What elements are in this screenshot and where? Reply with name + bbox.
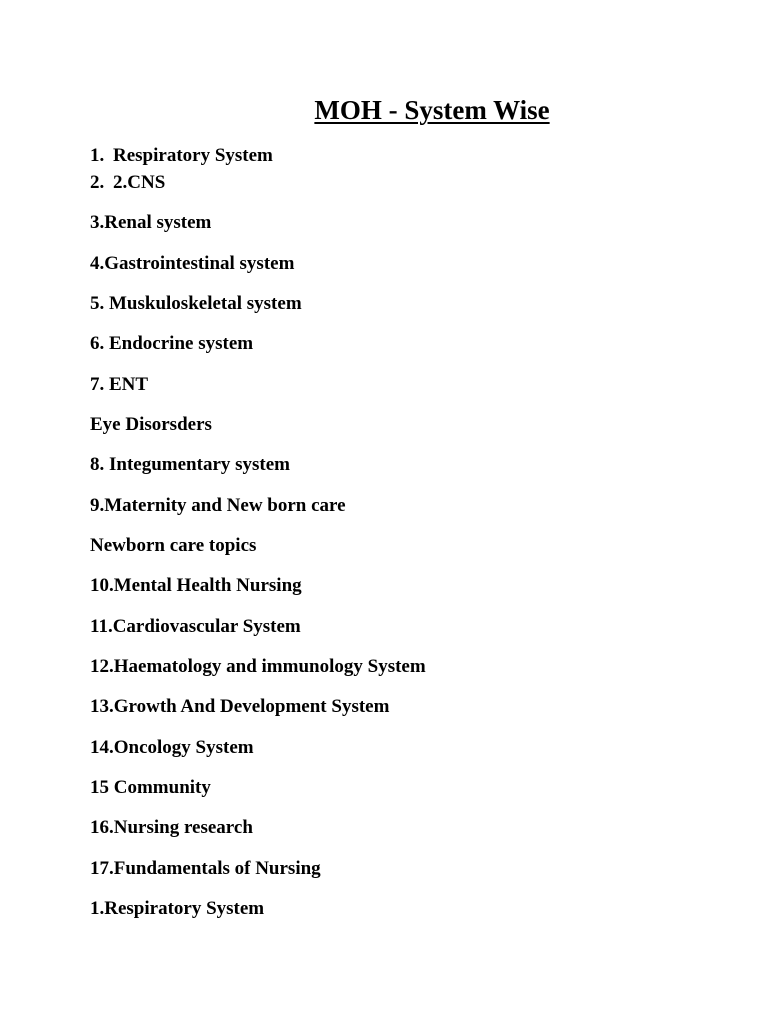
section-line: 3.Renal system <box>90 212 212 233</box>
section-line: 9.Maternity and New born care <box>90 495 346 516</box>
section-line: 4.Gastrointestinal system <box>90 253 295 274</box>
list-item-text: Respiratory System <box>113 145 273 166</box>
section-line: Newborn care topics <box>90 535 257 556</box>
section-line: 8. Integumentary system <box>90 454 291 475</box>
section-line: 13.Growth And Development System <box>90 696 390 717</box>
section-line: 12.Haematology and immunology System <box>90 656 426 677</box>
list-item <box>90 144 273 168</box>
list-item-marker: 1. <box>90 145 105 166</box>
list-item <box>90 171 165 195</box>
section-line: 14.Oncology System <box>90 737 254 758</box>
section-line: 6. Endocrine system <box>90 333 254 354</box>
section-line: 16.Nursing research <box>90 817 253 838</box>
section-line: 1.Respiratory System <box>90 898 265 919</box>
section-line: 17.Fundamentals of Nursing <box>90 858 321 879</box>
section-line: 10.Mental Health Nursing <box>90 575 302 596</box>
page-title: MOH - System Wise <box>314 95 550 125</box>
section-line: 5. Muskuloskeletal system <box>90 293 302 314</box>
section-line: 15 Community <box>90 777 211 798</box>
list-item-marker: 2. <box>90 172 105 193</box>
section-line: 11.Cardiovascular System <box>90 616 301 637</box>
section-line: 7. ENT <box>90 374 149 395</box>
list-item-text: 2.CNS <box>113 172 166 193</box>
section-line: Eye Disorsders <box>90 414 212 435</box>
